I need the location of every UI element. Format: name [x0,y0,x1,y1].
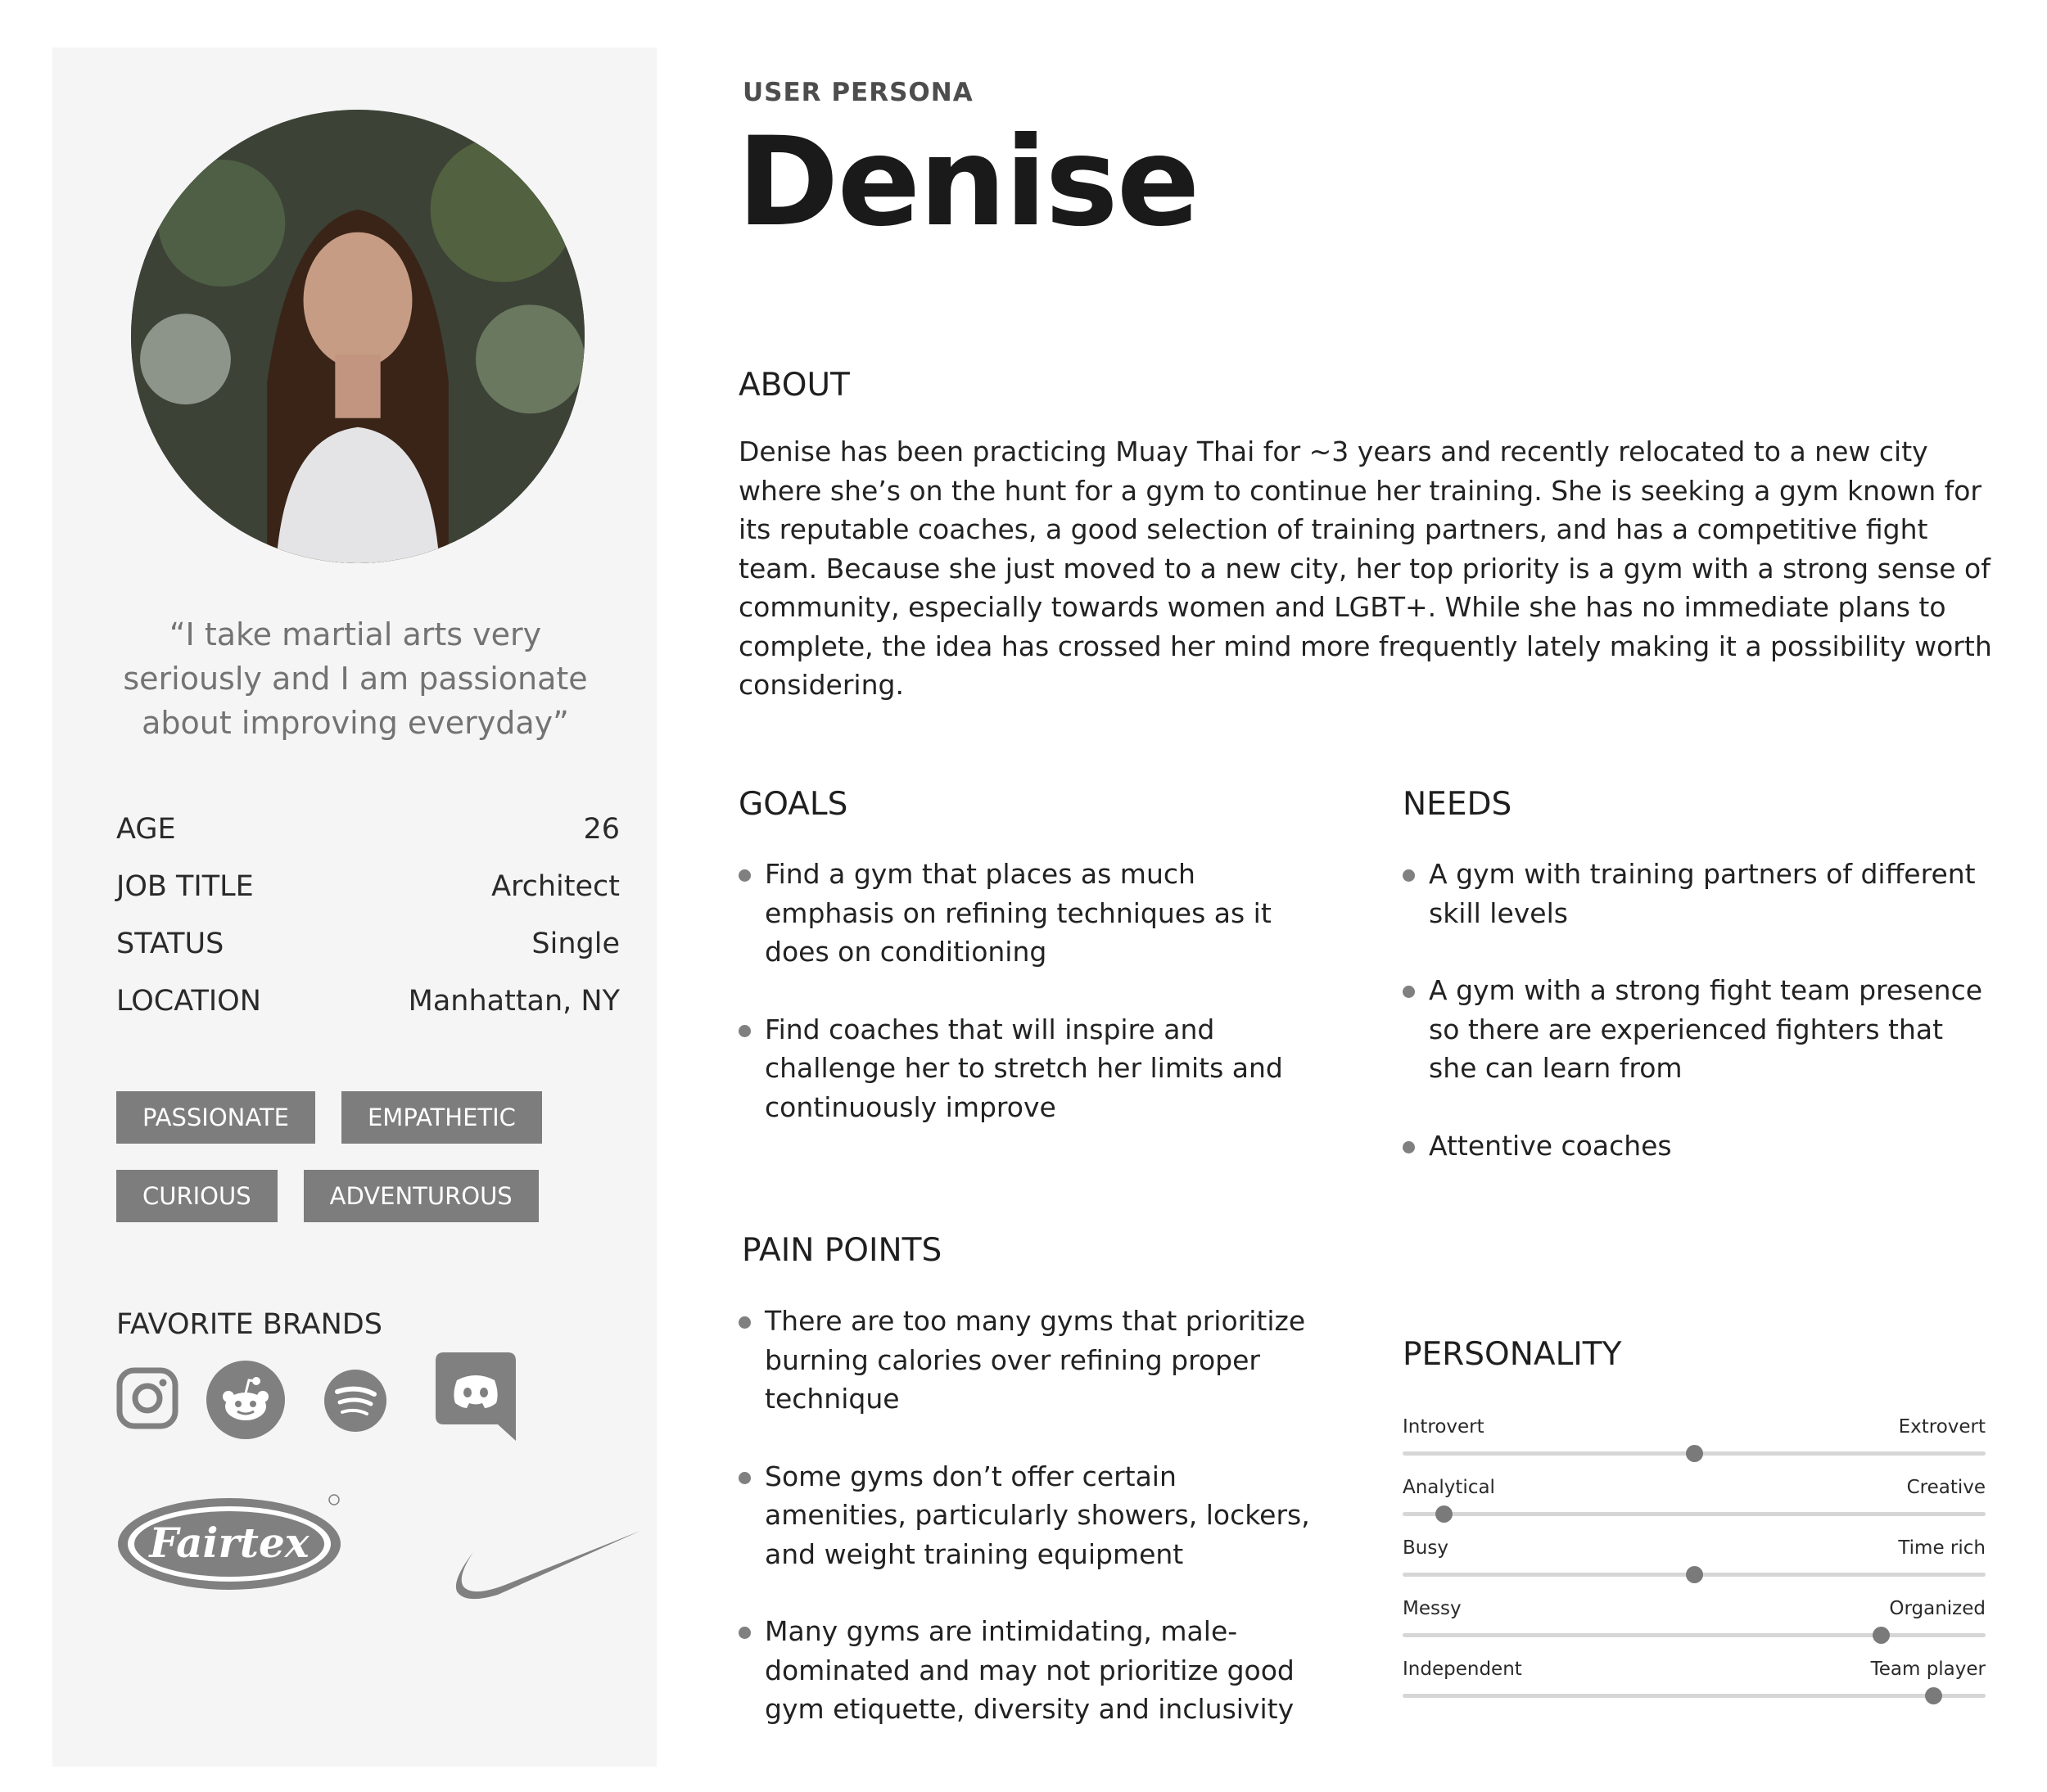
trait-marker [1435,1505,1453,1523]
fact-value: Manhattan, NY [408,985,620,1018]
tag-curious: CURIOUS [116,1170,278,1222]
about-title: ABOUT [739,367,850,404]
fact-label: AGE [116,813,176,846]
needs-title: NEEDS [1403,786,1512,823]
favorite-brands-title: FAVORITE BRANDS [116,1308,382,1341]
trait-right-label: Team player [1870,1659,1986,1680]
personality-sliders [1403,1416,1986,1719]
fact-label: STATUS [116,928,224,960]
need-item: A gym with training partners of different skill levels [1403,855,1992,932]
goal-item: Find coaches that will inspire and challenge her to stretch her limits and continuously improve [739,1010,1316,1127]
tag-adventurous: ADVENTUROUS [304,1170,539,1222]
goal-item: Find a gym that places as much emphasis on refining techniques as it does on conditioning [739,855,1316,972]
personality-title: PERSONALITY [1403,1336,1622,1373]
trait-track [1403,1451,1986,1456]
trait-slider [1403,1659,1986,1719]
tag-passionate: PASSIONATE [116,1091,315,1144]
persona-quote: “I take martial arts very seriously and I am passionate about improving everyday” [123,616,588,741]
pain-point-item: Some gyms don’t offer certain amenities, particularly showers, lockers, and weight training equipment [739,1457,1316,1574]
trait-track [1403,1573,1986,1577]
goals-title: GOALS [739,786,848,823]
trait-left-label: Independent [1403,1659,1522,1680]
needs-list [1403,855,1992,1203]
trait-marker [1686,1445,1703,1462]
trait-marker [1686,1566,1703,1583]
pain-points-title: PAIN POINTS [742,1232,942,1269]
trait-slider [1403,1416,1986,1477]
tag-empathetic: EMPATHETIC [341,1091,542,1144]
trait-track [1403,1512,1986,1516]
trait-slider [1403,1477,1986,1537]
trait-slider [1403,1598,1986,1659]
pain-points-list [739,1302,1316,1767]
about-text: Denise has been practicing Muay Thai for ~3 years and recently relocated to a new city where she’s on the hunt for a gym to continue her training. She is seeking a gym known for its reputable coaches, a good selection of training partners, and has a competitive fight team. Because she just moved to a new city, her top priority is a gym with a strong sense of community, especially towards women and LGBT+. While she has no immediate plans to complete, the idea has crossed her mind more frequently lately making it a possibility worth considering. [739,436,1992,701]
trait-marker [1925,1687,1942,1704]
fact-label: JOB TITLE [116,870,254,903]
trait-left-label: Busy [1403,1537,1448,1559]
fact-label: LOCATION [116,985,261,1018]
persona-name: Denise [737,111,1199,254]
persona-eyebrow: USER PERSONA [743,78,974,107]
trait-left-label: Messy [1403,1598,1462,1619]
pain-point-item: There are too many gyms that prioritize burning calories over refining proper technique [739,1302,1316,1419]
fact-value: Architect [491,870,620,903]
trait-marker [1873,1627,1890,1644]
need-item: A gym with a strong fight team presence so there are experienced fighters that she can learn from [1403,971,1992,1088]
trait-track [1403,1694,1986,1698]
trait-left-label: Analytical [1403,1477,1495,1498]
trait-right-label: Extrovert [1898,1416,1986,1438]
trait-right-label: Organized [1889,1598,1986,1619]
trait-slider [1403,1537,1986,1598]
trait-left-label: Introvert [1403,1416,1484,1438]
fact-value: 26 [583,813,620,846]
fairtex-logo-text: Fairtex [149,1519,310,1567]
need-item: Attentive coaches [1403,1126,1992,1166]
trait-right-label: Time rich [1898,1537,1986,1559]
fact-value: Single [531,928,620,960]
pain-point-item: Many gyms are intimidating, male-dominated and may not prioritize good gym etiquette, diversity and inclusivity [739,1612,1316,1729]
trait-right-label: Creative [1906,1477,1986,1498]
goals-list [739,855,1316,1165]
trait-track [1403,1633,1986,1637]
